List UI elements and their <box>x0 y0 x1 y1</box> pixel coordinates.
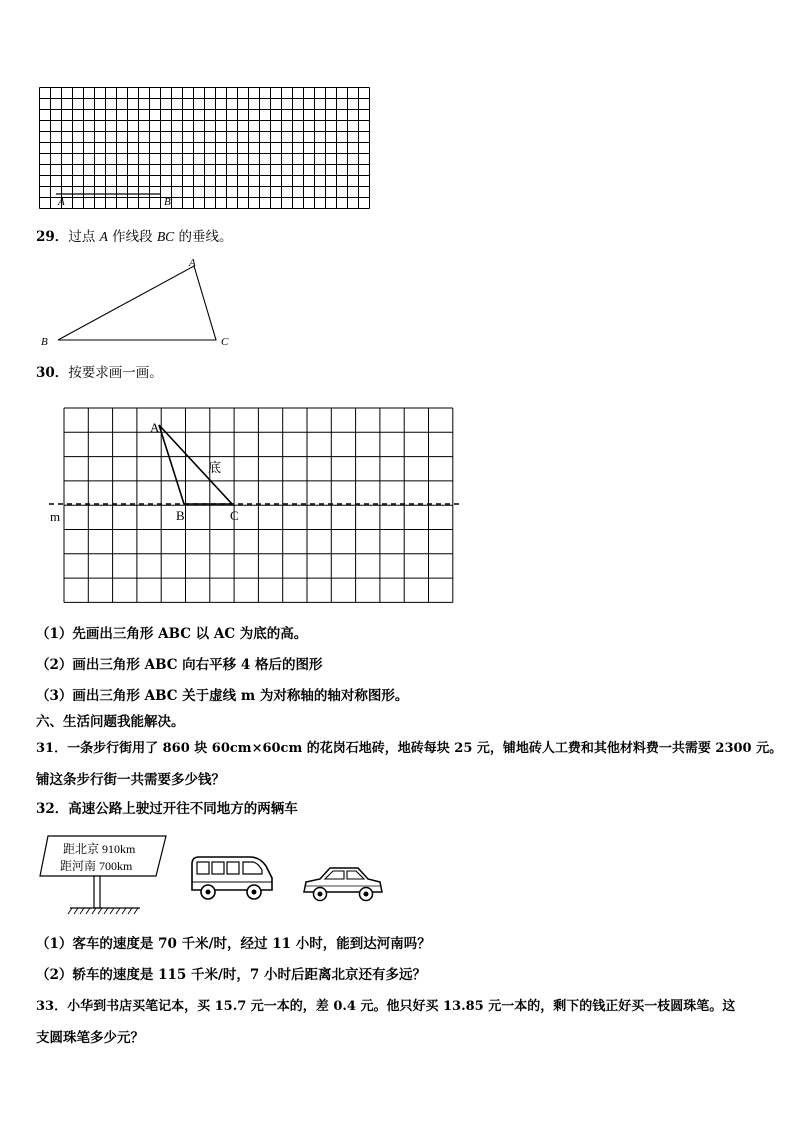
q30-sub-3: （3）画出三角形 ABC 关于虚线 m 为对称轴的轴对称图形。 <box>36 688 409 704</box>
q32-sub-2: （2）轿车的速度是 115 千米/时，7 小时后距离北京还有多远？ <box>36 967 426 983</box>
q29-label-c: C <box>221 336 229 348</box>
car-icon <box>300 862 386 906</box>
q29-number: 29． <box>36 229 69 245</box>
q32-sub-1: （1）客车的速度是 70 千米/时，经过 11 小时，能到达河南吗？ <box>36 936 431 952</box>
q30-label-b: B <box>176 508 185 523</box>
grid-figure-1 <box>38 86 374 212</box>
bus-icon <box>188 854 276 904</box>
q31-line-1: 31．一条步行街用了 860 块 60cm×60cm 的花岗石地砖，地砖每块 25 元，铺地砖人工费和其他材料费一共需要 2300 元。 <box>36 741 783 756</box>
grid1-label-a: A <box>58 196 65 208</box>
q30-label-m: m <box>50 509 61 524</box>
q31-line-2: 铺这条步行街一共需要多少钱？ <box>36 772 225 788</box>
q30-number: 30． <box>36 365 69 381</box>
q30-label-a: A <box>150 420 160 435</box>
q29-point: A <box>99 229 108 244</box>
q29-text-1: 过点 <box>68 229 100 245</box>
triangle-abc <box>58 266 216 340</box>
grid-figure-30 <box>44 400 464 610</box>
q33-line-2: 支圆珠笔多少元？ <box>36 1030 144 1046</box>
q30-sub-1: （1）先画出三角形 ABC 以 AC 为底的高。 <box>36 626 308 642</box>
triangle-abc-30 <box>159 425 232 504</box>
q30-sub-2: （2）画出三角形 ABC 向右平移 4 格后的图形 <box>36 657 323 673</box>
q29-label-a: A <box>189 257 196 269</box>
q30-label-base: 底 <box>208 460 222 475</box>
q29-text-3: 的垂线。 <box>174 229 233 245</box>
q30-label-c: C <box>230 508 239 523</box>
q32-text: 32．高速公路上驶过开往不同地方的两辆车 <box>36 801 298 817</box>
q29-text-2: 作线段 <box>107 229 157 245</box>
grid1-label-b: B <box>164 196 171 208</box>
q30-text: 按要求画一画。 <box>68 365 163 381</box>
question-30 <box>36 364 163 382</box>
sign-line-1: 距北京 910km <box>63 842 136 856</box>
question-29 <box>36 228 233 246</box>
sign-line-2: 距河南 700km <box>60 859 133 873</box>
q33-line-1: 33．小华到书店买笔记本，买 15.7 元一本的，差 0.4 元。他只好买 13.85 元一本的，剩下的钱正好买一枝圆珠笔。这 <box>36 999 736 1014</box>
q29-label-b: B <box>41 336 48 348</box>
road-sign <box>36 832 182 920</box>
section-6-title: 六、生活问题我能解决。 <box>36 714 185 730</box>
triangle-figure-29 <box>36 252 246 352</box>
q29-segment: BC <box>156 229 175 244</box>
